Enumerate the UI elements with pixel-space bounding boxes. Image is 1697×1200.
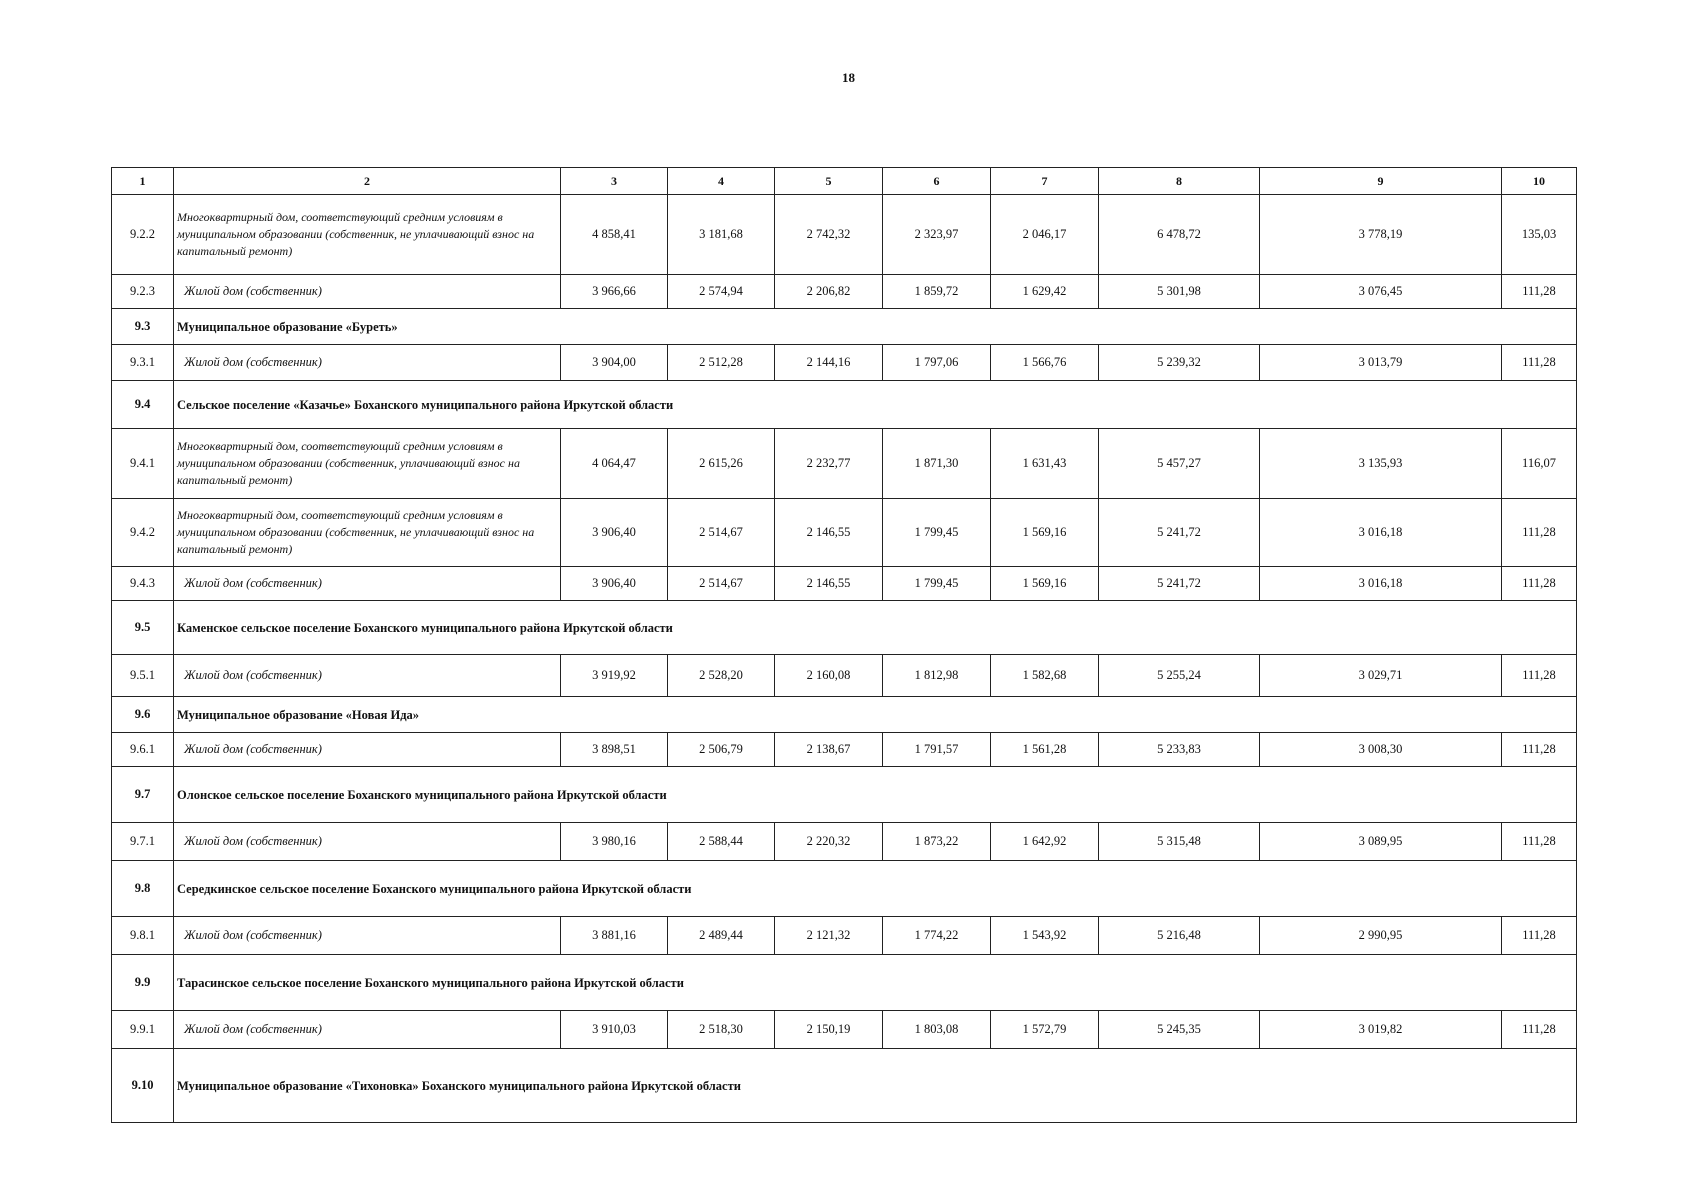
tariff-value: 2 121,32 xyxy=(775,917,883,955)
row-code: 9.9 xyxy=(112,955,174,1011)
tariff-value: 1 812,98 xyxy=(883,655,991,697)
tariff-value: 1 642,92 xyxy=(991,823,1099,861)
tariff-value: 111,28 xyxy=(1502,499,1577,567)
tariff-value: 3 029,71 xyxy=(1260,655,1502,697)
column-header: 7 xyxy=(991,168,1099,195)
tariff-value: 2 232,77 xyxy=(775,429,883,499)
tariff-value: 2 514,67 xyxy=(668,567,775,601)
tariff-value: 2 990,95 xyxy=(1260,917,1502,955)
row-description: Жилой дом (собственник) xyxy=(174,823,561,861)
tariff-value: 2 489,44 xyxy=(668,917,775,955)
section-title: Сельское поселение «Казачье» Боханского муниципального района Иркутской области xyxy=(174,381,1577,429)
tariff-value: 5 241,72 xyxy=(1099,567,1260,601)
tariff-value: 111,28 xyxy=(1502,655,1577,697)
tariff-value: 111,28 xyxy=(1502,823,1577,861)
table-row xyxy=(112,345,1577,381)
row-description: Жилой дом (собственник) xyxy=(174,733,561,767)
tariff-value: 1 859,72 xyxy=(883,275,991,309)
row-description: Многоквартирный дом, соответствующий средним условиям в муниципальном образовании (собственник, не уплачивающий взнос на капитальный ремонт) xyxy=(174,499,561,567)
tariff-value: 2 528,20 xyxy=(668,655,775,697)
row-code: 9.9.1 xyxy=(112,1011,174,1049)
section-title: Каменское сельское поселение Боханского муниципального района Иркутской области xyxy=(174,601,1577,655)
tariff-table xyxy=(111,167,1577,1123)
tariff-value: 3 904,00 xyxy=(561,345,668,381)
tariff-value: 2 615,26 xyxy=(668,429,775,499)
tariff-value: 3 181,68 xyxy=(668,195,775,275)
row-code: 9.6 xyxy=(112,697,174,733)
tariff-value: 5 255,24 xyxy=(1099,655,1260,697)
row-description: Многоквартирный дом, соответствующий средним условиям в муниципальном образовании (собственник, уплачивающий взнос на капитальный ремонт) xyxy=(174,429,561,499)
tariff-value: 5 239,32 xyxy=(1099,345,1260,381)
row-code: 9.4.2 xyxy=(112,499,174,567)
section-row xyxy=(112,767,1577,823)
tariff-value: 3 019,82 xyxy=(1260,1011,1502,1049)
tariff-value: 5 315,48 xyxy=(1099,823,1260,861)
tariff-value: 3 881,16 xyxy=(561,917,668,955)
tariff-value: 1 569,16 xyxy=(991,499,1099,567)
column-header-row xyxy=(112,168,1577,195)
column-header: 5 xyxy=(775,168,883,195)
tariff-value: 3 008,30 xyxy=(1260,733,1502,767)
tariff-value: 2 206,82 xyxy=(775,275,883,309)
table-row xyxy=(112,567,1577,601)
tariff-value: 3 898,51 xyxy=(561,733,668,767)
section-title: Середкинское сельское поселение Боханского муниципального района Иркутской области xyxy=(174,861,1577,917)
tariff-value: 3 135,93 xyxy=(1260,429,1502,499)
row-code: 9.7.1 xyxy=(112,823,174,861)
column-header: 10 xyxy=(1502,168,1577,195)
table-row xyxy=(112,917,1577,955)
column-header: 4 xyxy=(668,168,775,195)
tariff-value: 6 478,72 xyxy=(1099,195,1260,275)
tariff-value: 2 518,30 xyxy=(668,1011,775,1049)
tariff-value: 5 216,48 xyxy=(1099,917,1260,955)
row-code: 9.4 xyxy=(112,381,174,429)
section-row xyxy=(112,955,1577,1011)
tariff-value: 2 512,28 xyxy=(668,345,775,381)
tariff-value: 2 323,97 xyxy=(883,195,991,275)
tariff-value: 2 514,67 xyxy=(668,499,775,567)
page-number: 18 xyxy=(842,70,855,85)
row-code: 9.2.2 xyxy=(112,195,174,275)
tariff-value: 2 046,17 xyxy=(991,195,1099,275)
tariff-value: 3 016,18 xyxy=(1260,567,1502,601)
row-code: 9.5.1 xyxy=(112,655,174,697)
section-title: Олонское сельское поселение Боханского муниципального района Иркутской области xyxy=(174,767,1577,823)
tariff-value: 2 588,44 xyxy=(668,823,775,861)
row-code: 9.4.3 xyxy=(112,567,174,601)
tariff-value: 3 906,40 xyxy=(561,499,668,567)
tariff-value: 1 799,45 xyxy=(883,567,991,601)
row-description: Жилой дом (собственник) xyxy=(174,1011,561,1049)
table-row xyxy=(112,275,1577,309)
tariff-value: 111,28 xyxy=(1502,917,1577,955)
tariff-value: 3 980,16 xyxy=(561,823,668,861)
tariff-value: 2 138,67 xyxy=(775,733,883,767)
column-header: 3 xyxy=(561,168,668,195)
section-row xyxy=(112,1049,1577,1123)
table-body xyxy=(112,168,1577,1123)
tariff-value: 5 241,72 xyxy=(1099,499,1260,567)
row-code: 9.3 xyxy=(112,309,174,345)
tariff-value: 3 016,18 xyxy=(1260,499,1502,567)
tariff-value: 2 150,19 xyxy=(775,1011,883,1049)
row-code: 9.8 xyxy=(112,861,174,917)
row-description: Жилой дом (собственник) xyxy=(174,345,561,381)
column-header: 6 xyxy=(883,168,991,195)
tariff-value: 4 064,47 xyxy=(561,429,668,499)
row-description: Жилой дом (собственник) xyxy=(174,917,561,955)
tariff-value: 1 631,43 xyxy=(991,429,1099,499)
section-row xyxy=(112,381,1577,429)
tariff-value: 1 873,22 xyxy=(883,823,991,861)
section-row xyxy=(112,309,1577,345)
table-row xyxy=(112,195,1577,275)
section-title: Муниципальное образование «Тихоновка» Боханского муниципального района Иркутской области xyxy=(174,1049,1577,1123)
tariff-value: 2 146,55 xyxy=(775,567,883,601)
tariff-value: 1 543,92 xyxy=(991,917,1099,955)
section-row xyxy=(112,697,1577,733)
tariff-value: 1 566,76 xyxy=(991,345,1099,381)
column-header: 1 xyxy=(112,168,174,195)
section-title: Муниципальное образование «Новая Ида» xyxy=(174,697,1577,733)
row-description: Жилой дом (собственник) xyxy=(174,567,561,601)
table-row xyxy=(112,429,1577,499)
tariff-value: 2 146,55 xyxy=(775,499,883,567)
table-row xyxy=(112,1011,1577,1049)
tariff-value: 3 089,95 xyxy=(1260,823,1502,861)
tariff-value: 111,28 xyxy=(1502,567,1577,601)
row-code: 9.3.1 xyxy=(112,345,174,381)
tariff-value: 111,28 xyxy=(1502,1011,1577,1049)
section-row xyxy=(112,861,1577,917)
tariff-value: 1 797,06 xyxy=(883,345,991,381)
tariff-value: 1 572,79 xyxy=(991,1011,1099,1049)
section-row xyxy=(112,601,1577,655)
tariff-value: 1 561,28 xyxy=(991,733,1099,767)
tariff-value: 1 871,30 xyxy=(883,429,991,499)
tariff-value: 5 457,27 xyxy=(1099,429,1260,499)
row-code: 9.7 xyxy=(112,767,174,823)
column-header: 8 xyxy=(1099,168,1260,195)
table-row xyxy=(112,733,1577,767)
column-header: 9 xyxy=(1260,168,1502,195)
tariff-value: 2 742,32 xyxy=(775,195,883,275)
row-code: 9.4.1 xyxy=(112,429,174,499)
tariff-value: 1 774,22 xyxy=(883,917,991,955)
tariff-value: 135,03 xyxy=(1502,195,1577,275)
row-code: 9.2.3 xyxy=(112,275,174,309)
tariff-value: 5 233,83 xyxy=(1099,733,1260,767)
section-title: Муниципальное образование «Буреть» xyxy=(174,309,1577,345)
tariff-value: 5 245,35 xyxy=(1099,1011,1260,1049)
tariff-value: 3 778,19 xyxy=(1260,195,1502,275)
tariff-value: 111,28 xyxy=(1502,275,1577,309)
tariff-value: 4 858,41 xyxy=(561,195,668,275)
column-header: 2 xyxy=(174,168,561,195)
tariff-value: 3 013,79 xyxy=(1260,345,1502,381)
row-code: 9.5 xyxy=(112,601,174,655)
tariff-value: 111,28 xyxy=(1502,733,1577,767)
tariff-value: 3 910,03 xyxy=(561,1011,668,1049)
row-code: 9.8.1 xyxy=(112,917,174,955)
tariff-value: 1 569,16 xyxy=(991,567,1099,601)
row-description: Многоквартирный дом, соответствующий средним условиям в муниципальном образовании (собственник, не уплачивающий взнос на капитальный ремонт) xyxy=(174,195,561,275)
tariff-value: 2 144,16 xyxy=(775,345,883,381)
tariff-value: 2 574,94 xyxy=(668,275,775,309)
row-description: Жилой дом (собственник) xyxy=(174,655,561,697)
table-row xyxy=(112,823,1577,861)
tariff-value: 3 076,45 xyxy=(1260,275,1502,309)
row-code: 9.6.1 xyxy=(112,733,174,767)
tariff-value: 3 919,92 xyxy=(561,655,668,697)
tariff-value: 1 803,08 xyxy=(883,1011,991,1049)
tariff-value: 3 906,40 xyxy=(561,567,668,601)
tariff-value: 1 582,68 xyxy=(991,655,1099,697)
tariff-value: 2 160,08 xyxy=(775,655,883,697)
tariff-value: 2 220,32 xyxy=(775,823,883,861)
table-row xyxy=(112,499,1577,567)
tariff-value: 3 966,66 xyxy=(561,275,668,309)
tariff-value: 1 791,57 xyxy=(883,733,991,767)
row-code: 9.10 xyxy=(112,1049,174,1123)
tariff-value: 1 799,45 xyxy=(883,499,991,567)
tariff-value: 2 506,79 xyxy=(668,733,775,767)
tariff-value: 5 301,98 xyxy=(1099,275,1260,309)
tariff-value: 1 629,42 xyxy=(991,275,1099,309)
table-row xyxy=(112,655,1577,697)
row-description: Жилой дом (собственник) xyxy=(174,275,561,309)
tariff-value: 111,28 xyxy=(1502,345,1577,381)
tariff-value: 116,07 xyxy=(1502,429,1577,499)
section-title: Тарасинское сельское поселение Боханского муниципального района Иркутской области xyxy=(174,955,1577,1011)
